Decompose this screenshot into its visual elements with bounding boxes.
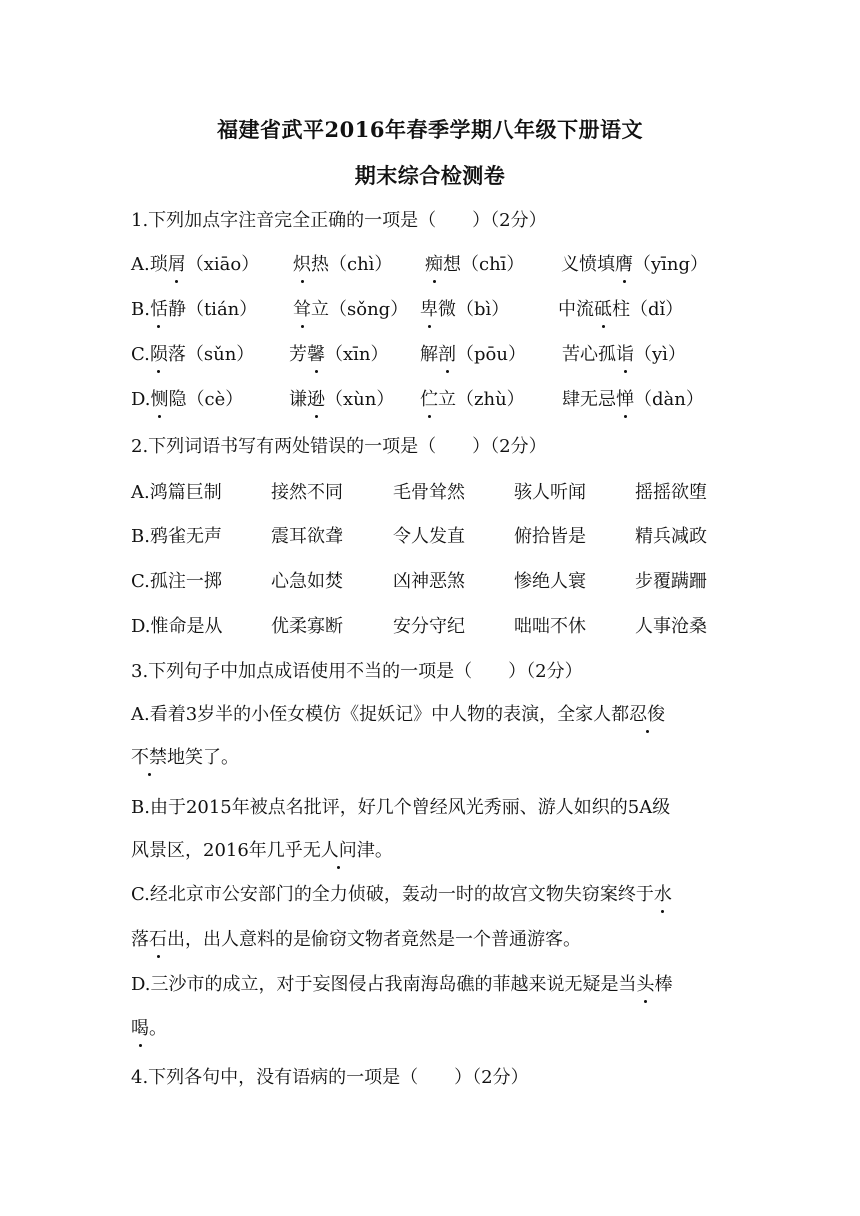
q2-d-word-4: 咄咄不休: [514, 616, 586, 637]
q2-a-word-1: A.鸿篇巨制: [131, 482, 222, 503]
q2-stem: 2.下列词语书写有两处错误的一项是（ ）（2分）: [131, 436, 547, 457]
q2-a-word-3: 毛骨耸然: [393, 482, 465, 503]
q1-a-item-2: 炽热（chì）: [293, 250, 392, 276]
q3-a-dotted-idiom: 忍俊: [629, 700, 665, 726]
q2-d-word-2: 优柔寡断: [271, 616, 343, 637]
q1-a-item-3: 痴想（chī）: [425, 250, 524, 276]
q2-a-word-5: 摇摇欲堕: [635, 482, 707, 503]
q2-d-word-1: D.惟命是从: [131, 616, 223, 637]
q1-d-item-3: 伫立（zhù）: [420, 385, 525, 411]
q3-a-line-2: 不禁地笑了。: [131, 743, 239, 769]
q2-c-word-5: 步覆蹒跚: [635, 571, 707, 592]
q2-d-word-3: 安分守纪: [393, 616, 465, 637]
exam-title: 福建省武平2016年春季学期八年级下册语文: [217, 117, 643, 142]
q1-b-item-4: 中流砥柱（dǐ）: [558, 295, 683, 321]
q2-b-word-3: 令人发直: [393, 526, 465, 547]
q4-stem: 4.下列各句中，没有语病的一项是（ ）（2分）: [131, 1067, 529, 1088]
q2-b-word-5: 精兵减政: [635, 526, 707, 547]
q1-c-item-3: 解剖（pōu）: [420, 340, 526, 366]
q1-a-item-1: A.琐屑（xiāo）: [131, 250, 259, 276]
q2-c-word-2: 心急如焚: [271, 571, 343, 592]
q1-a-item-4: 义愤填膺（yīng）: [561, 250, 708, 276]
q1-stem: 1.下列加点字注音完全正确的一项是（ ）（2分）: [131, 210, 547, 231]
q3-c-line-1: C.经北京市公安部门的全力侦破，轰动一时的故宫文物失窃案终于水: [131, 880, 672, 906]
q1-c-item-2: 芳馨（xīn）: [289, 340, 389, 366]
q1-b-item-1: B.恬静（tián）: [131, 295, 257, 321]
q3-b-line-2: 风景区，2016年几乎无人问津。: [131, 836, 393, 862]
q1-d-item-2: 谦逊（xùn）: [289, 385, 394, 411]
q1-b-item-3: 卑微（bì）: [420, 295, 509, 321]
q3-d-line-2: 喝。: [131, 1014, 167, 1040]
q3-d-line-1: D.三沙市的成立，对于妄图侵占我南海岛礁的菲越来说无疑是当头棒: [131, 970, 673, 996]
q1-c-item-4: 苦心孤诣（yì）: [562, 340, 686, 366]
q1-d-item-4: 肆无忌惮（dàn）: [562, 385, 704, 411]
q3-c-dotted-idiom: 水: [654, 880, 672, 906]
q3-stem: 3.下列句子中加点成语使用不当的一项是（ ）（2分）: [131, 661, 583, 682]
q3-d-dotted-idiom: 当头棒: [619, 970, 673, 996]
q2-a-word-4: 骇人听闻: [514, 482, 586, 503]
q3-b-dotted-idiom: 无人问津: [303, 836, 375, 862]
q3-b-line-1: B.由于2015年被点名批评，好几个曾经风光秀丽、游人如织的5A级: [131, 797, 671, 818]
q2-a-word-2: 接然不同: [271, 482, 343, 503]
q1-b-item-2: 耸立（sǒng）: [293, 295, 408, 321]
q1-d-item-1: D.恻隐（cè）: [131, 385, 243, 411]
exam-subtitle: 期末综合检测卷: [354, 163, 506, 188]
q2-b-word-4: 俯拾皆是: [514, 526, 586, 547]
q2-c-word-3: 凶神恶煞: [393, 571, 465, 592]
q2-c-word-4: 惨绝人寰: [514, 571, 586, 592]
q2-b-word-1: B.鸦雀无声: [131, 526, 222, 547]
q2-d-word-5: 人事沧桑: [635, 616, 707, 637]
q3-a-line-1: A.看着3岁半的小侄女模仿《捉妖记》中人物的表演，全家人都忍俊: [131, 700, 665, 726]
q3-c-line-2: 落石出，出人意料的是偷窃文物者竟然是一个普通游客。: [131, 925, 581, 951]
q2-c-word-1: C.孤注一掷: [131, 571, 222, 592]
q1-c-item-1: C.陨落（sǔn）: [131, 340, 254, 366]
q2-b-word-2: 震耳欲聋: [271, 526, 343, 547]
